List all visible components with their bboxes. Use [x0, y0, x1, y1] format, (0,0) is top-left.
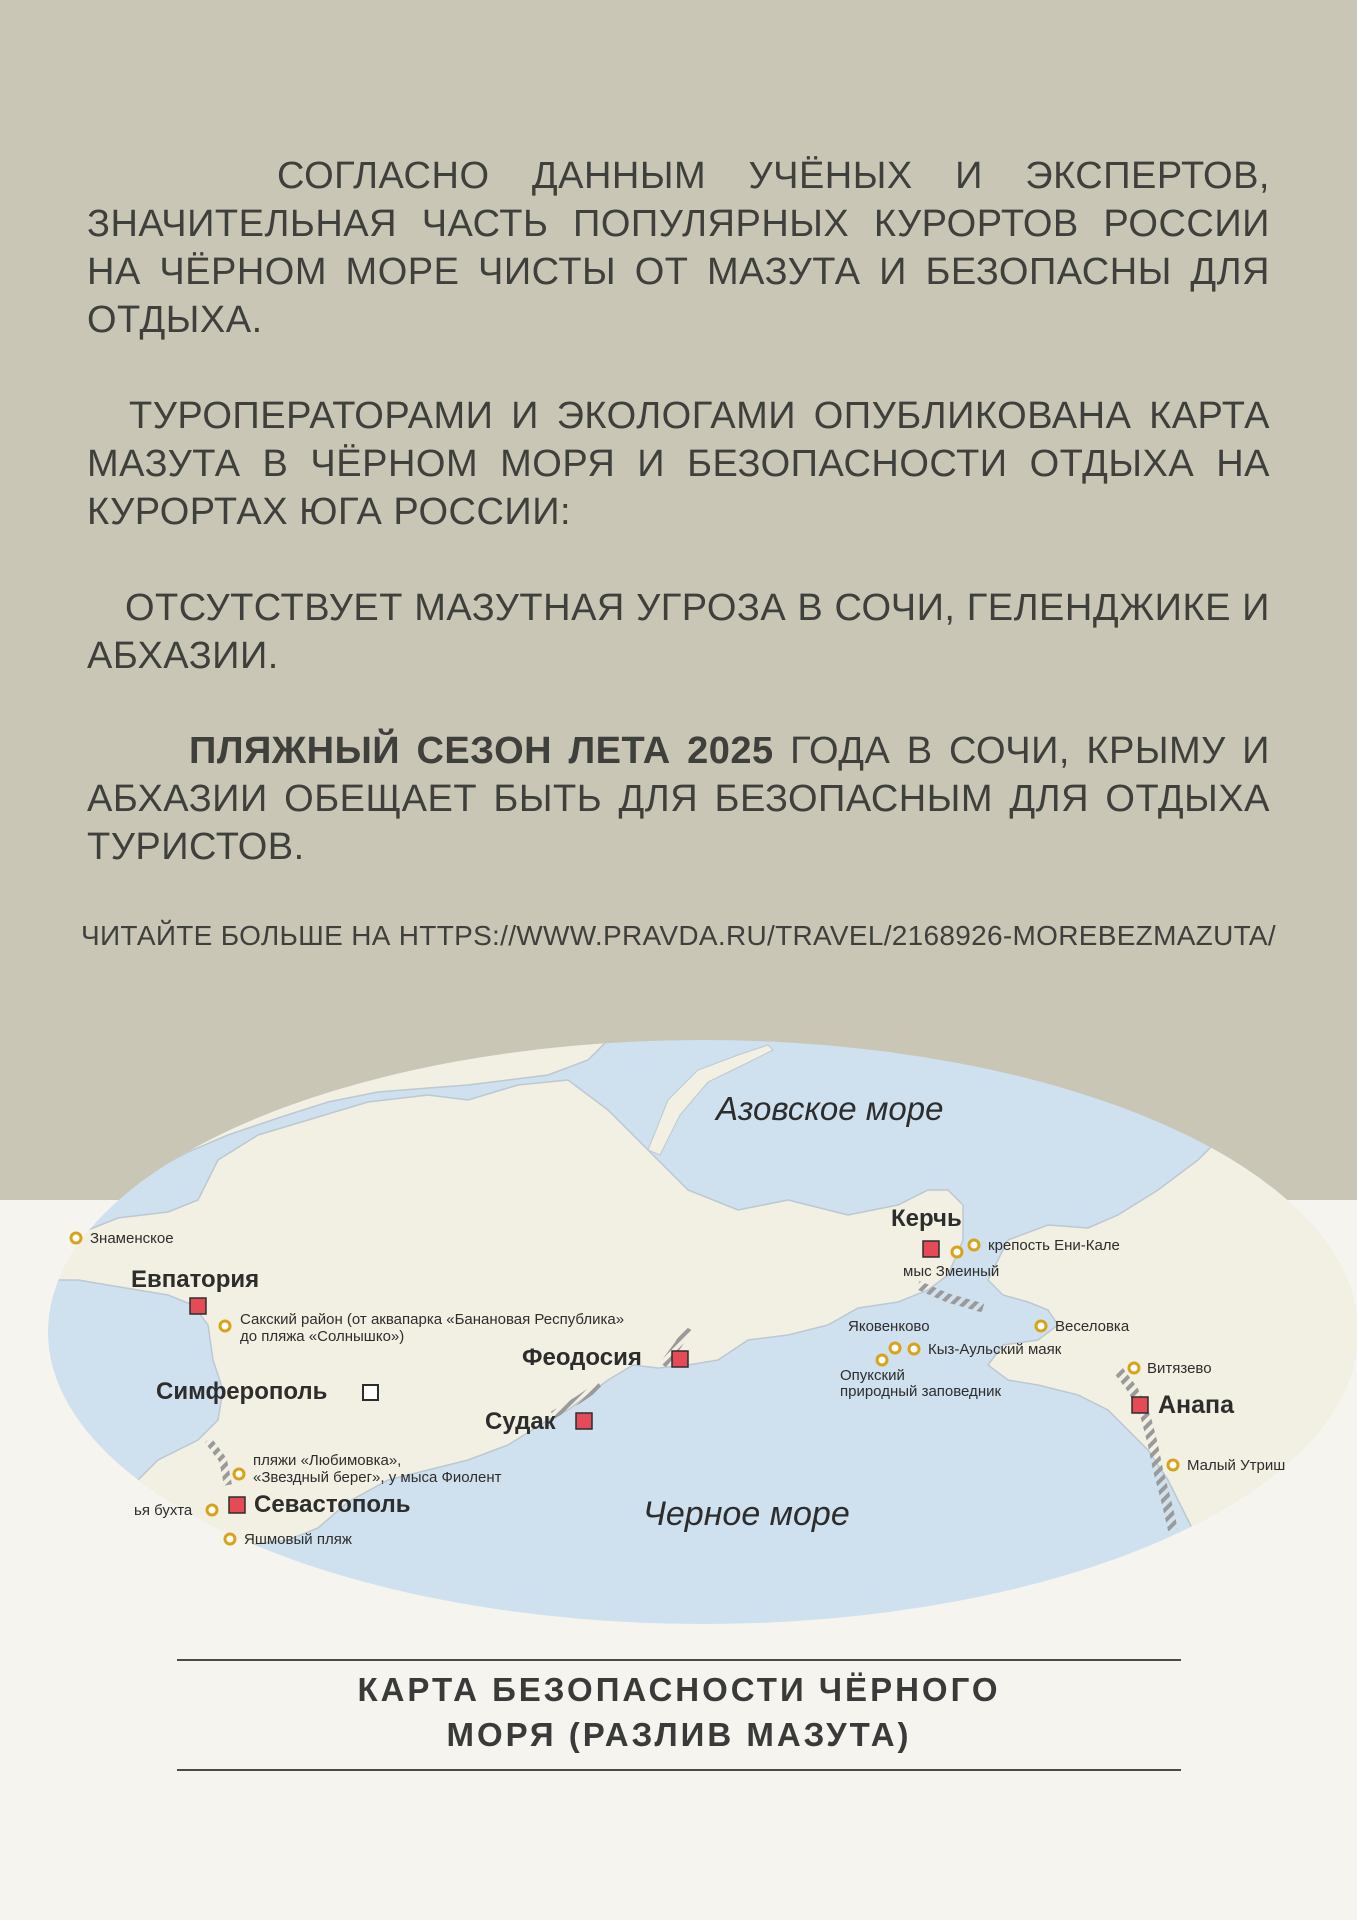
lyubimovka-label-2: «Звездный берег», у мыса Фиолент [253, 1469, 502, 1486]
lyubimovka-marker [234, 1469, 244, 1479]
yakovenkovo-marker-1 [877, 1355, 887, 1365]
caption-line-2: МОРЯ (РАЗЛИВ МАЗУТА) [446, 1716, 912, 1753]
veselovka-label: Веселовка [1055, 1318, 1130, 1335]
bay-marker [207, 1505, 217, 1515]
yeni-kale-marker [969, 1240, 979, 1250]
yakovenkovo-label: Яковенково [848, 1318, 930, 1335]
vityazevo-marker [1129, 1363, 1139, 1373]
bay-label: ья бухта [134, 1502, 193, 1519]
kerch-marker [923, 1241, 939, 1257]
caption-top-rule [177, 1659, 1181, 1661]
azov-sea-label: Азовское море [716, 1090, 944, 1127]
caption-bottom-rule [177, 1769, 1181, 1771]
paragraph-3: ОТСУТСТВУЕТ МАЗУТНАЯ УГРОЗА В СОЧИ, ГЕЛЕНДЖИКЕ И АБХАЗИИ. [87, 587, 1270, 677]
sudak-marker [576, 1413, 592, 1429]
map-svg [48, 1040, 1357, 1625]
simferopol-marker [363, 1385, 378, 1400]
opuk-label-1: Опукский [840, 1367, 905, 1384]
anapa-label: Анапа [1158, 1391, 1235, 1419]
read-more-link[interactable]: ЧИТАЙТЕ БОЛЬШЕ НА HTTPS://WWW.PRAVDA.RU/TRAVEL/2168926-MOREBEZMAZUTA/ [80, 920, 1276, 951]
znamenskoe-label: Знаменское [90, 1230, 174, 1247]
simferopol-label: Симферополь [156, 1378, 328, 1405]
jasper-beach-label: Яшмовый пляж [244, 1531, 352, 1548]
paragraph-1: СОГЛАСНО ДАННЫМ УЧЁНЫХ И ЭКСПЕРТОВ, ЗНАЧИТЕЛЬНАЯ ЧАСТЬ ПОПУЛЯРНЫХ КУРОРТОВ РОССИИ НА ЧЁРНОМ МОРЕ ЧИСТЫ ОТ МАЗУТА И БЕЗОПАСНЫ ДЛЯ ОТДЫХА. [87, 155, 1270, 341]
veselovka-marker [1036, 1321, 1046, 1331]
anapa-marker [1132, 1397, 1148, 1413]
feodosia-label: Феодосия [522, 1344, 642, 1371]
opuk-label-2: природный заповедник [840, 1383, 1002, 1400]
znamenskoe-marker [71, 1233, 81, 1243]
lyubimovka-label-1: пляжи «Любимовка», [253, 1452, 402, 1469]
yevpatoria-label: Евпатория [131, 1266, 260, 1293]
sevastopol-label: Севастополь [254, 1491, 411, 1518]
kyz-aul-marker [909, 1344, 919, 1354]
kyz-aul-label: Кыз-Аульский маяк [928, 1341, 1062, 1358]
sevastopol-marker [229, 1497, 245, 1513]
cape-zmeiny-label: мыс Змеиный [903, 1263, 1000, 1280]
saki-label-1: Сакский район (от аквапарка «Банановая Республика» [240, 1311, 625, 1328]
jasper-beach-marker [225, 1534, 235, 1544]
maly-utrish-label: Малый Утриш [1187, 1457, 1286, 1474]
feodosia-marker [672, 1351, 688, 1367]
black-sea-label: Черное море [643, 1495, 850, 1533]
map-caption [177, 1667, 1181, 1757]
maly-utrish-marker [1168, 1460, 1178, 1470]
yakovenkovo-marker-2 [890, 1343, 900, 1353]
vityazevo-label: Витязево [1147, 1360, 1212, 1377]
season-highlight: ПЛЯЖНЫЙ СЕЗОН ЛЕТА 2025 [189, 730, 774, 772]
crimea-map [48, 1040, 1357, 1625]
kerch-label: Керчь [891, 1205, 962, 1232]
sudak-label: Судак [485, 1408, 556, 1435]
kerch-small-marker [952, 1247, 962, 1257]
paragraph-2: ТУРОПЕРАТОРАМИ И ЭКОЛОГАМИ ОПУБЛИКОВАНА КАРТА МАЗУТА В ЧЁРНОМ МОРЯ И БЕЗОПАСНОСТИ ОТДЫХА НА КУРОРТАХ ЮГА РОССИИ: [87, 395, 1270, 533]
yeni-kale-label: крепость Ени-Кале [988, 1237, 1120, 1254]
caption-line-1: КАРТА БЕЗОПАСНОСТИ ЧЁРНОГО [357, 1671, 1001, 1708]
saki-marker [220, 1321, 230, 1331]
yevpatoria-marker [190, 1298, 206, 1314]
saki-label-2: до пляжа «Солнышко») [240, 1328, 405, 1345]
paragraph-4: ПЛЯЖНЫЙ СЕЗОН ЛЕТА 2025 ГОДА В СОЧИ, КРЫМУ И АБХАЗИИ ОБЕЩАЕТ БЫТЬ ДЛЯ БЕЗОПАСНЫМ ДЛЯ ОТДЫХА ТУРИСТОВ. [87, 730, 1270, 868]
